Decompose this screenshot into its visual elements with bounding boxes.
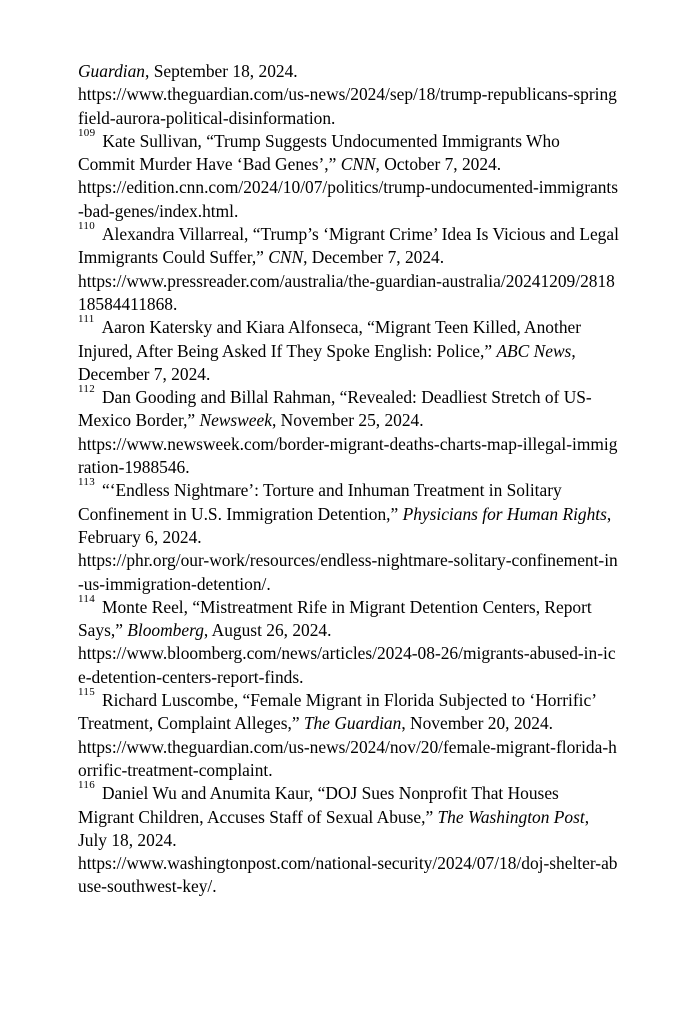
publication-name: Newsweek <box>199 410 272 431</box>
publication-name: ABC News <box>496 340 572 361</box>
citation-text: Kate Sullivan, “Trump Suggests Undocumented Immigrants Who Commit Murder Have ‘Bad Genes’,” <box>78 130 560 175</box>
citation-url: https://www.theguardian.com/us-news/2024/sep/18/trump-republicans-springfield-aurora-political-disinformation. <box>78 84 617 128</box>
citation-text: Dan Gooding and Billal Rahman, “Revealed: Deadliest Stretch of US-Mexico Border,” <box>78 387 592 431</box>
footnote-number: 116 <box>78 778 95 791</box>
publication-name: Guardian <box>78 61 145 81</box>
footnote-115 <box>78 685 619 782</box>
citation-text: , December 7, 2024. <box>78 340 576 384</box>
citation-url: https://phr.org/our-work/resources/endless-nightmare-solitary-confinement-in-us-immigration-detention/. <box>78 550 618 594</box>
citation-text: Daniel Wu and Anumita Kaur, “DOJ Sues Nonprofit That Houses Migrant Children, Accuses Staff of Sexual Abuse,” <box>78 783 559 827</box>
citation-text: “‘Endless Nightmare’: Torture and Inhuman Treatment in Solitary Confinement in U.S. Immigration Detention,” <box>78 480 562 524</box>
footnote-number: 114 <box>78 592 95 605</box>
citation-text: , July 18, 2024. <box>78 806 590 850</box>
footnote-continuation <box>78 60 619 130</box>
publication-name: The Guardian <box>303 713 402 734</box>
citation-url: https://www.washingtonpost.com/national-security/2024/07/18/doj-shelter-abuse-southwest-key/. <box>78 853 618 897</box>
footnote-114 <box>78 592 619 689</box>
footnote-116 <box>78 778 619 898</box>
citation-text: , August 26, 2024. <box>203 620 332 641</box>
citation-url: https://www.newsweek.com/border-migrant-deaths-charts-map-illegal-immigration-1988546. <box>78 433 618 478</box>
citation-url: https://edition.cnn.com/2024/10/07/politics/trump-undocumented-immigrants-bad-genes/index.html. <box>78 177 619 221</box>
footnote-number: 112 <box>78 382 95 395</box>
citation-text: Monte Reel, “Mistreatment Rife in Migrant Detention Centers, Report Says,” <box>78 596 592 641</box>
footnote-number: 110 <box>78 219 95 232</box>
citation-text: , November 20, 2024. <box>401 713 553 734</box>
citation-text: , September 18, 2024. <box>145 61 298 81</box>
publication-name: CNN <box>340 154 376 175</box>
footnote-number: 113 <box>78 476 95 489</box>
citation-text: , December 7, 2024. <box>303 247 445 268</box>
footnote-113 <box>78 476 619 595</box>
footnote-number: 111 <box>78 312 95 325</box>
footnote-110 <box>78 219 619 316</box>
footnote-111 <box>78 312 619 386</box>
publication-name: Physicians for Human Rights <box>402 503 607 524</box>
citation-text: Richard Luscombe, “Female Migrant in Florida Subjected to ‘Horrific’ Treatment, Complaint Alleges,” <box>78 690 596 734</box>
citation-text: Alexandra Villarreal, “Trump’s ‘Migrant Crime’ Idea Is Vicious and Legal Immigrants Could Suffer,” <box>78 224 619 268</box>
publication-name: Bloomberg <box>127 620 204 641</box>
footnote-109 <box>78 126 619 223</box>
publication-name: CNN <box>268 247 304 268</box>
footnotes-list <box>78 60 619 899</box>
citation-url: https://www.bloomberg.com/news/articles/2024-08-26/migrants-abused-in-ice-detention-centers-report-finds. <box>78 643 616 687</box>
citation-text: , November 25, 2024. <box>271 410 424 431</box>
citation-url: https://www.theguardian.com/us-news/2024/nov/20/female-migrant-florida-horrific-treatment-complaint. <box>78 736 617 780</box>
publication-name: The Washington Post <box>437 806 585 827</box>
citation-url: https://www.pressreader.com/australia/the-guardian-australia/20241209/281818584411868. <box>78 270 615 314</box>
citation-text: , October 7, 2024. <box>375 154 502 175</box>
citation-text: , February 6, 2024. <box>78 503 612 547</box>
citation-text: Aaron Katersky and Kiara Alfonseca, “Migrant Teen Killed, Another Injured, After Being Asked If They Spoke English: Police,” <box>78 317 582 361</box>
footnote-112 <box>78 382 619 479</box>
footnote-number: 109 <box>78 126 96 139</box>
footnote-number: 115 <box>78 685 95 698</box>
